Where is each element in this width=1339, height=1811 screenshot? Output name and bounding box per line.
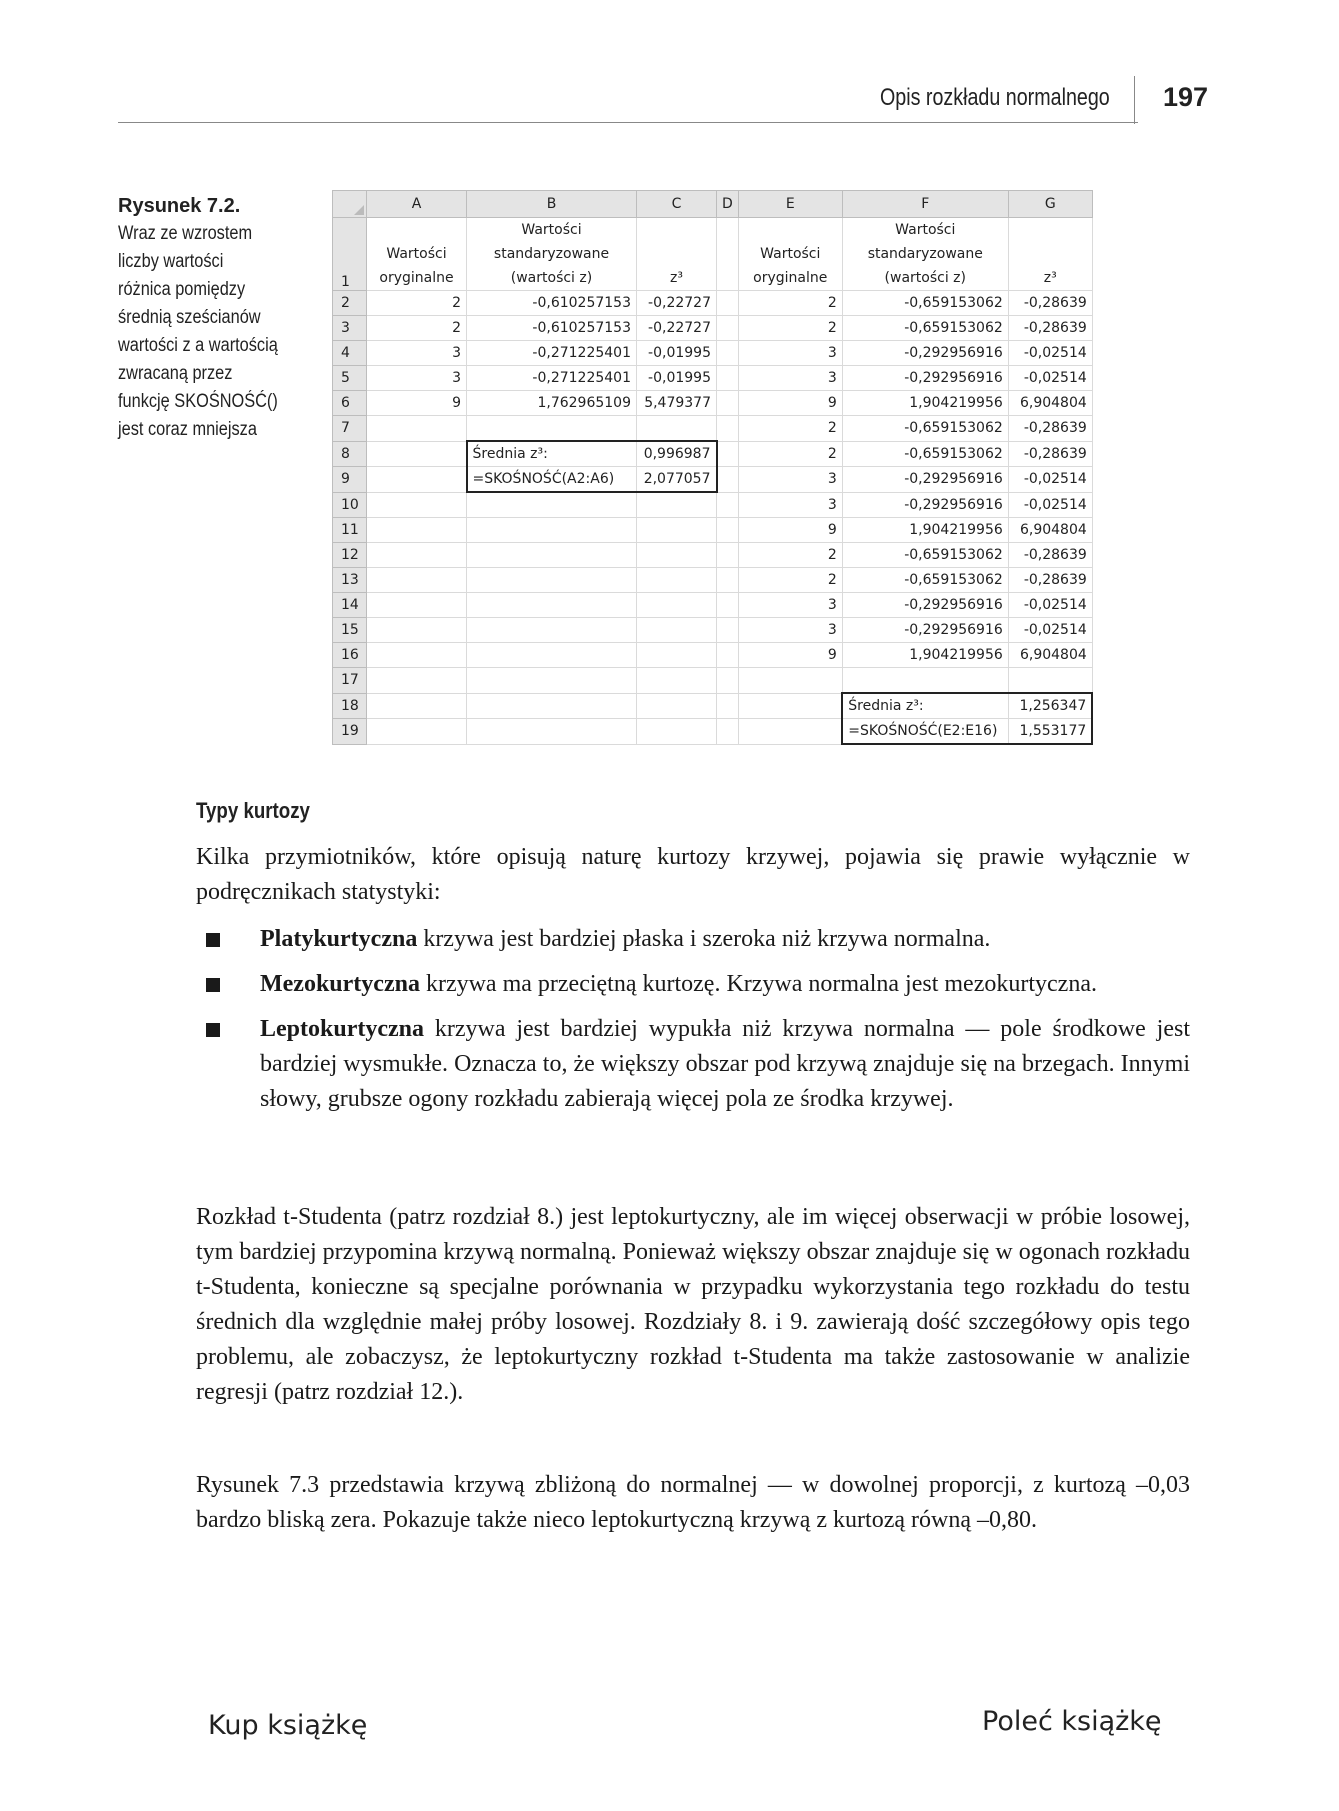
cell-b6[interactable]: 1,762965109 — [467, 391, 637, 416]
column-header-d[interactable]: D — [717, 191, 739, 218]
cell-e7[interactable]: 2 — [738, 416, 842, 442]
cell-f8[interactable]: -0,659153062 — [842, 441, 1008, 467]
cell-f10[interactable]: -0,292956916 — [842, 492, 1008, 518]
table-row — [333, 643, 1093, 668]
bullet-square-icon — [206, 1023, 220, 1037]
cell-c19[interactable] — [637, 719, 717, 745]
cell-f12[interactable]: -0,659153062 — [842, 543, 1008, 568]
cell-b18[interactable] — [467, 693, 637, 719]
row-header[interactable]: 1 — [333, 218, 367, 291]
term: Mezokurtyczna — [260, 971, 420, 997]
cell-f4[interactable]: -0,292956916 — [842, 341, 1008, 366]
cell-f19[interactable]: =SKOŚNOŚĆ(E2:E16) — [842, 719, 1008, 745]
cell-c3[interactable]: -0,22727 — [637, 316, 717, 341]
cell-f9[interactable]: -0,292956916 — [842, 467, 1008, 493]
cell-g1[interactable]: z³ — [1008, 218, 1092, 291]
bullet-square-icon — [206, 978, 220, 992]
cell-d14[interactable] — [717, 593, 739, 618]
cell-g18[interactable]: 1,256347 — [1008, 693, 1092, 719]
cell-c18[interactable] — [637, 693, 717, 719]
table-row — [333, 618, 1093, 643]
cell-g6[interactable]: 6,904804 — [1008, 391, 1092, 416]
cell-d11[interactable] — [717, 518, 739, 543]
term: Leptokurtyczna — [260, 1016, 424, 1042]
cell-f5[interactable]: -0,292956916 — [842, 366, 1008, 391]
cell-b19[interactable] — [467, 719, 637, 745]
section-heading: Typy kurtozy — [196, 798, 310, 823]
cell-c11[interactable] — [637, 518, 717, 543]
cell-e12[interactable]: 2 — [738, 543, 842, 568]
cell-b14[interactable] — [467, 593, 637, 618]
cell-c17[interactable] — [637, 668, 717, 694]
cell-f7[interactable]: -0,659153062 — [842, 416, 1008, 442]
cell-g10[interactable]: -0,02514 — [1008, 492, 1092, 518]
cell-f6[interactable]: 1,904219956 — [842, 391, 1008, 416]
row-header[interactable]: 7 — [333, 416, 367, 442]
list-item — [196, 967, 1190, 1002]
cell-d9[interactable] — [717, 467, 739, 493]
cell-b10[interactable] — [467, 492, 637, 518]
cell-c10[interactable] — [637, 492, 717, 518]
cell-a5[interactable]: 3 — [367, 366, 467, 391]
cell-a16[interactable] — [367, 643, 467, 668]
cell-a8[interactable] — [367, 441, 467, 467]
cell-f1[interactable]: Wartości standaryzowane (wartości z) — [842, 218, 1008, 291]
cell-c16[interactable] — [637, 643, 717, 668]
cell-g19[interactable]: 1,553177 — [1008, 719, 1092, 745]
row-header[interactable]: 3 — [333, 316, 367, 341]
header-rule — [118, 122, 1138, 123]
cell-f13[interactable]: -0,659153062 — [842, 568, 1008, 593]
cell-f18[interactable]: Średnia z³: — [842, 693, 1008, 719]
cell-e6[interactable]: 9 — [738, 391, 842, 416]
cell-b2[interactable]: -0,610257153 — [467, 291, 637, 316]
table-row — [333, 668, 1093, 694]
caption-line: funkcję SKOŚNOŚĆ() — [118, 391, 278, 412]
table-row — [333, 391, 1093, 416]
caption-line: średnią sześcianów — [118, 307, 261, 328]
figure-caption — [118, 192, 318, 444]
table-row — [333, 693, 1093, 719]
cell-d3[interactable] — [717, 316, 739, 341]
cell-e14[interactable]: 3 — [738, 593, 842, 618]
cell-d10[interactable] — [717, 492, 739, 518]
cell-c8[interactable]: 0,996987 — [637, 441, 717, 467]
column-header-f[interactable]: F — [842, 191, 1008, 218]
intro-paragraph: Kilka przymiotników, które opisują naturę kurtozy krzywej, pojawia się prawie wyłącznie w podręcznikach statystyki: — [196, 844, 1190, 905]
sheet-header-row — [333, 218, 1093, 291]
cell-a12[interactable] — [367, 543, 467, 568]
cell-e16[interactable]: 9 — [738, 643, 842, 668]
recommend-book-link[interactable]: Poleć książkę — [982, 1706, 1162, 1737]
cell-g7[interactable]: -0,28639 — [1008, 416, 1092, 442]
bullet-square-icon — [206, 933, 220, 947]
cell-d18[interactable] — [717, 693, 739, 719]
row-header[interactable]: 11 — [333, 518, 367, 543]
cell-a19[interactable] — [367, 719, 467, 745]
row-header[interactable]: 18 — [333, 693, 367, 719]
cell-a3[interactable]: 2 — [367, 316, 467, 341]
table-row — [333, 593, 1093, 618]
cell-d1[interactable] — [717, 218, 739, 291]
cell-c6[interactable]: 5,479377 — [637, 391, 717, 416]
buy-book-link[interactable]: Kup książkę — [208, 1710, 368, 1741]
table-row — [333, 543, 1093, 568]
row-header[interactable]: 2 — [333, 291, 367, 316]
cell-e10[interactable]: 3 — [738, 492, 842, 518]
cell-b13[interactable] — [467, 568, 637, 593]
cell-f3[interactable]: -0,659153062 — [842, 316, 1008, 341]
cell-d7[interactable] — [717, 416, 739, 442]
cell-e8[interactable]: 2 — [738, 441, 842, 467]
cell-a13[interactable] — [367, 568, 467, 593]
cell-b4[interactable]: -0,271225401 — [467, 341, 637, 366]
table-row — [333, 467, 1093, 493]
table-row — [333, 518, 1093, 543]
row-header[interactable]: 17 — [333, 668, 367, 694]
cell-g17[interactable] — [1008, 668, 1092, 694]
row-header[interactable]: 10 — [333, 492, 367, 518]
cell-a10[interactable] — [367, 492, 467, 518]
cell-b11[interactable] — [467, 518, 637, 543]
row-header[interactable]: 6 — [333, 391, 367, 416]
cell-f16[interactable]: 1,904219956 — [842, 643, 1008, 668]
column-header-a[interactable]: A — [367, 191, 467, 218]
cell-e19[interactable] — [738, 719, 842, 745]
cell-c12[interactable] — [637, 543, 717, 568]
definition: krzywa ma przeciętną kurtozę. Krzywa normalna jest mezokurtyczna. — [419, 971, 1097, 997]
cell-c9[interactable]: 2,077057 — [637, 467, 717, 493]
cell-a6[interactable]: 9 — [367, 391, 467, 416]
cell-d5[interactable] — [717, 366, 739, 391]
column-header-row — [333, 191, 1093, 218]
cell-c4[interactable]: -0,01995 — [637, 341, 717, 366]
cell-c2[interactable]: -0,22727 — [637, 291, 717, 316]
spreadsheet — [332, 190, 1093, 745]
cell-g12[interactable]: -0,28639 — [1008, 543, 1092, 568]
cell-b8[interactable]: Średnia z³: — [467, 441, 637, 467]
header-divider — [1134, 76, 1135, 124]
cell-c5[interactable]: -0,01995 — [637, 366, 717, 391]
cell-a9[interactable] — [367, 467, 467, 493]
cell-a2[interactable]: 2 — [367, 291, 467, 316]
table-row — [333, 316, 1093, 341]
figure-label: Rysunek 7.2. — [118, 195, 241, 217]
row-header[interactable]: 13 — [333, 568, 367, 593]
row-header[interactable]: 19 — [333, 719, 367, 745]
definition: krzywa jest bardziej wypukła niż krzywa normalna — pole środkowe jest bardziej wysmukłe. Oznacza to, że większy obszar pod krzywą znajduje się na brzegach. Innymi słowy, grubsze ogony rozkładu zabierają więcej pola ze środka krzywej. — [260, 1016, 1190, 1112]
cell-e13[interactable]: 2 — [738, 568, 842, 593]
caption-line: zwracaną przez — [118, 363, 233, 384]
caption-line: liczby wartości — [118, 251, 224, 272]
row-header[interactable]: 15 — [333, 618, 367, 643]
select-all-corner[interactable] — [333, 191, 367, 218]
table-row — [333, 568, 1093, 593]
page-number: 197 — [1163, 82, 1209, 112]
cell-a4[interactable]: 3 — [367, 341, 467, 366]
table-row — [333, 341, 1093, 366]
cell-c1[interactable]: z³ — [637, 218, 717, 291]
cell-f11[interactable]: 1,904219956 — [842, 518, 1008, 543]
cell-b1[interactable]: Wartości standaryzowane (wartości z) — [467, 218, 637, 291]
cell-a15[interactable] — [367, 618, 467, 643]
cell-b7[interactable] — [467, 416, 637, 442]
cell-e9[interactable]: 3 — [738, 467, 842, 493]
cell-a7[interactable] — [367, 416, 467, 442]
cell-a11[interactable] — [367, 518, 467, 543]
cell-g9[interactable]: -0,02514 — [1008, 467, 1092, 493]
cell-a17[interactable] — [367, 668, 467, 694]
cell-e18[interactable] — [738, 693, 842, 719]
table-row — [333, 366, 1093, 391]
cell-g4[interactable]: -0,02514 — [1008, 341, 1092, 366]
row-header[interactable]: 14 — [333, 593, 367, 618]
cell-d15[interactable] — [717, 618, 739, 643]
cell-c14[interactable] — [637, 593, 717, 618]
table-row — [333, 441, 1093, 467]
cell-g15[interactable]: -0,02514 — [1008, 618, 1092, 643]
cell-g14[interactable]: -0,02514 — [1008, 593, 1092, 618]
cell-d4[interactable] — [717, 341, 739, 366]
cell-b17[interactable] — [467, 668, 637, 694]
column-header-b[interactable]: B — [467, 191, 637, 218]
cell-a18[interactable] — [367, 693, 467, 719]
cell-e17[interactable] — [738, 668, 842, 694]
table-row — [333, 719, 1093, 745]
cell-f15[interactable]: -0,292956916 — [842, 618, 1008, 643]
cell-f2[interactable]: -0,659153062 — [842, 291, 1008, 316]
cell-d2[interactable] — [717, 291, 739, 316]
cell-g3[interactable]: -0,28639 — [1008, 316, 1092, 341]
cell-f17[interactable] — [842, 668, 1008, 694]
list-item — [196, 922, 1190, 957]
cell-g2[interactable]: -0,28639 — [1008, 291, 1092, 316]
cell-e3[interactable]: 2 — [738, 316, 842, 341]
cell-g16[interactable]: 6,904804 — [1008, 643, 1092, 668]
column-header-e[interactable]: E — [738, 191, 842, 218]
cell-b3[interactable]: -0,610257153 — [467, 316, 637, 341]
cell-d6[interactable] — [717, 391, 739, 416]
row-header[interactable]: 12 — [333, 543, 367, 568]
cell-e5[interactable]: 3 — [738, 366, 842, 391]
column-header-c[interactable]: C — [637, 191, 717, 218]
row-header[interactable]: 16 — [333, 643, 367, 668]
cell-a1[interactable]: Wartości oryginalne — [367, 218, 467, 291]
cell-c13[interactable] — [637, 568, 717, 593]
cell-c7[interactable] — [637, 416, 717, 442]
row-header[interactable]: 8 — [333, 441, 367, 467]
column-header-g[interactable]: G — [1008, 191, 1092, 218]
cell-g13[interactable]: -0,28639 — [1008, 568, 1092, 593]
row-header[interactable]: 9 — [333, 467, 367, 493]
table-row — [333, 416, 1093, 442]
list-item — [196, 1012, 1190, 1117]
caption-line: Wraz ze wzrostem — [118, 223, 253, 244]
cell-b9[interactable]: =SKOŚNOŚĆ(A2:A6) — [467, 467, 637, 493]
cell-e2[interactable]: 2 — [738, 291, 842, 316]
cell-e4[interactable]: 3 — [738, 341, 842, 366]
row-header[interactable]: 5 — [333, 366, 367, 391]
cell-d16[interactable] — [717, 643, 739, 668]
cell-d13[interactable] — [717, 568, 739, 593]
definition: krzywa jest bardziej płaska i szeroka niż krzywa normalna. — [417, 926, 991, 952]
cell-c15[interactable] — [637, 618, 717, 643]
cell-e15[interactable]: 3 — [738, 618, 842, 643]
term: Platykurtyczna — [260, 926, 418, 952]
cell-b12[interactable] — [467, 543, 637, 568]
cell-b16[interactable] — [467, 643, 637, 668]
cell-b15[interactable] — [467, 618, 637, 643]
cell-g5[interactable]: -0,02514 — [1008, 366, 1092, 391]
body-paragraph: Rysunek 7.3 przedstawia krzywą zbliżoną do normalnej — w dowolnej proporcji, z kurtozą –0,03 bardzo bliską zera. Pokazuje także nieco leptokurtyczną krzywą z kurtozą równą –0,80. — [196, 1472, 1190, 1533]
cell-g8[interactable]: -0,28639 — [1008, 441, 1092, 467]
running-header-title: Opis rozkładu normalnego — [880, 84, 1110, 111]
kurtosis-type-list — [196, 922, 1190, 1127]
caption-line: różnica pomiędzy — [118, 279, 246, 300]
row-header[interactable]: 4 — [333, 341, 367, 366]
cell-a14[interactable] — [367, 593, 467, 618]
cell-b5[interactable]: -0,271225401 — [467, 366, 637, 391]
cell-f14[interactable]: -0,292956916 — [842, 593, 1008, 618]
cell-e1[interactable]: Wartości oryginalne — [738, 218, 842, 291]
cell-g11[interactable]: 6,904804 — [1008, 518, 1092, 543]
caption-line: wartości z a wartością — [118, 335, 278, 356]
body-paragraph: Rozkład t-Studenta (patrz rozdział 8.) jest leptokurtyczny, ale im więcej obserwacji w próbie losowej, tym bardziej przypomina krzywą normalną. Ponieważ większy obszar znajduje się w ogonach rozkładu t-Studenta, konieczne są specjalne porównania w przypadku wykorzystania tego rozkładu do testu średnich dla względnie małej próby losowej. Rozdziały 8. i 9. zawierają dość szczegółowy opis tego problemu, ale zobaczysz, że leptokurtyczny rozkład t-Studenta ma także zastosowanie w analizie regresji (patrz rozdział 12.). — [196, 1204, 1190, 1405]
cell-e11[interactable]: 9 — [738, 518, 842, 543]
cell-d8[interactable] — [717, 441, 739, 467]
caption-line: jest coraz mniejsza — [118, 419, 257, 440]
cell-d19[interactable] — [717, 719, 739, 745]
table-row — [333, 291, 1093, 316]
cell-d12[interactable] — [717, 543, 739, 568]
cell-d17[interactable] — [717, 668, 739, 694]
table-row — [333, 492, 1093, 518]
